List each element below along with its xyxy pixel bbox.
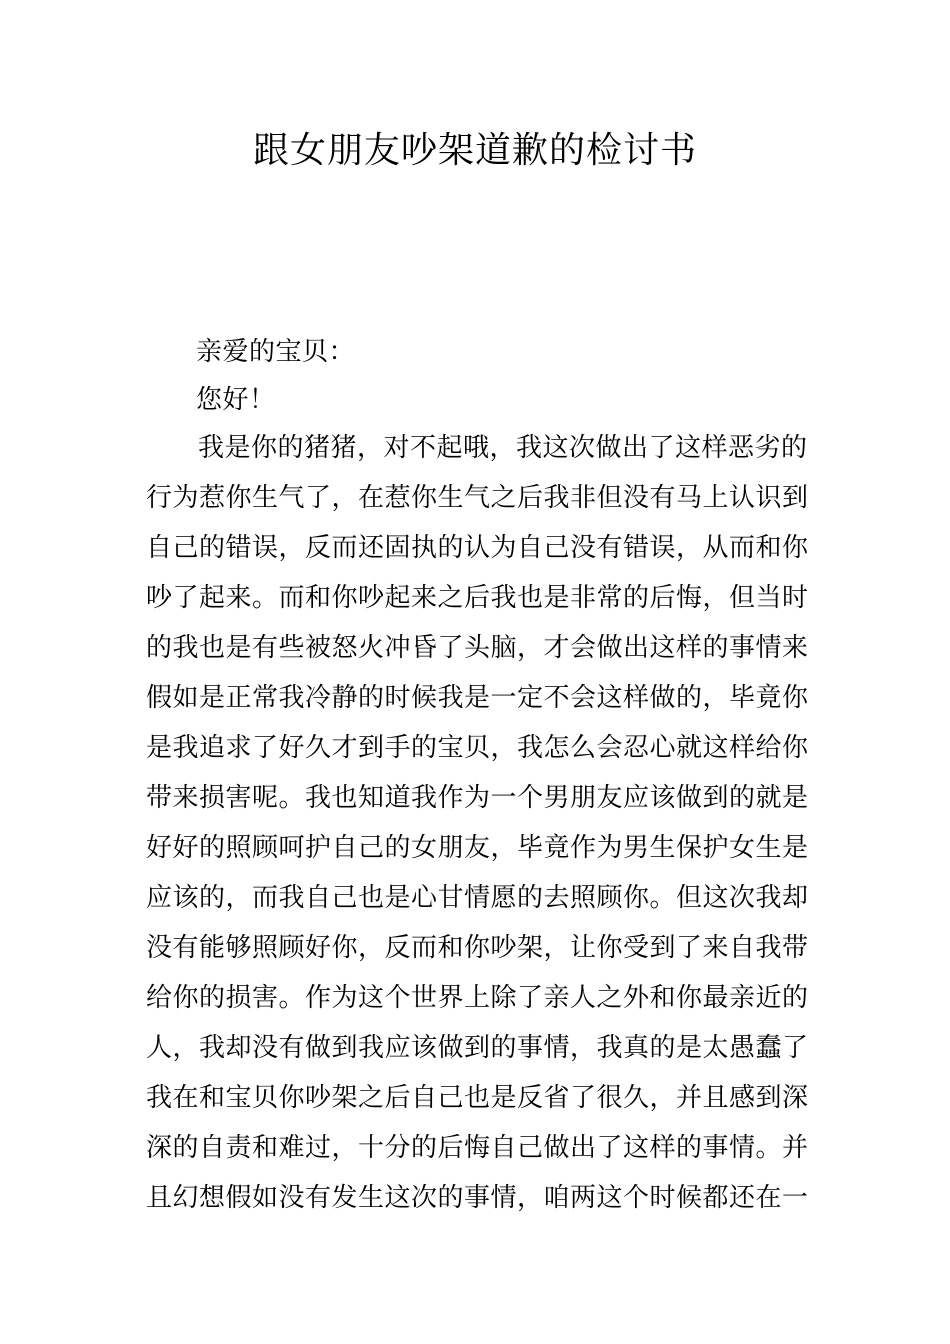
- body-line: 行为惹你生气了，在惹你生气之后我非但没有马上认识到: [146, 483, 809, 513]
- body-line: 带来损害呢。我也知道我作为一个男朋友应该做到的就是: [146, 783, 809, 813]
- body-line: 自己的错误，反而还固执的认为自己没有错误，从而和你: [146, 533, 809, 563]
- body-line: 给你的损害。作为这个世界上除了亲人之外和你最亲近的: [146, 983, 809, 1013]
- body-line: 深的自责和难过，十分的后悔自己做出了这样的事情。并: [146, 1133, 809, 1163]
- body-line: 没有能够照顾好你，反而和你吵架，让你受到了来自我带: [146, 933, 809, 963]
- greeting: 您好！: [196, 385, 276, 415]
- body-line: 人，我却没有做到我应该做到的事情，我真的是太愚蠢了: [146, 1033, 809, 1063]
- salutation: 亲爱的宝贝：: [196, 337, 356, 367]
- body-line: 假如是正常我冷静的时候我是一定不会这样做的，毕竟你: [146, 683, 809, 713]
- body-line: 是我追求了好久才到手的宝贝，我怎么会忍心就这样给你: [146, 733, 809, 763]
- body-line: 且幻想假如没有发生这次的事情，咱两这个时候都还在一: [146, 1183, 809, 1213]
- body-line: 我在和宝贝你吵架之后自己也是反省了很久，并且感到深: [146, 1083, 809, 1113]
- body-line: 我是你的猪猪，对不起哦，我这次做出了这样恶劣的: [198, 433, 808, 463]
- body-line: 的我也是有些被怒火冲昏了头脑，才会做出这样的事情来: [146, 633, 809, 663]
- body-line: 吵了起来。而和你吵起来之后我也是非常的后悔，但当时: [146, 583, 809, 613]
- body-line: 好好的照顾呵护自己的女朋友，毕竟作为男生保护女生是: [146, 833, 809, 863]
- document-title: 跟女朋友吵架道歉的检讨书: [252, 130, 697, 171]
- body-line: 应该的，而我自己也是心甘情愿的去照顾你。但这次我却: [146, 883, 809, 913]
